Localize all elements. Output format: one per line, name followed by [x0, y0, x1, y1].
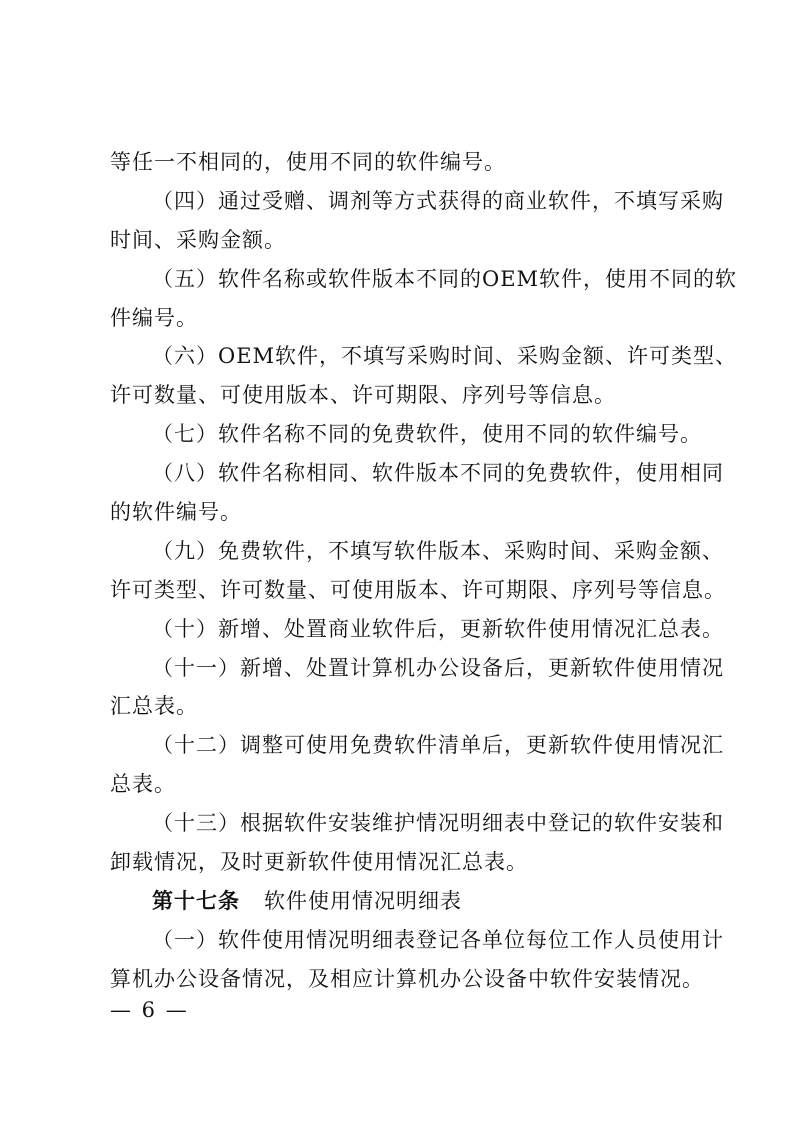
- text-line: 时间、采购金额。: [110, 227, 286, 252]
- text-line: 许可类型、许可数量、可使用版本、许可期限、序列号等信息。: [110, 577, 726, 602]
- text-line: 总表。: [110, 772, 176, 797]
- text-line: （十三）根据软件安装维护情况明细表中登记的软件安装和: [152, 811, 724, 836]
- text-line: （四）通过受赠、调剂等方式获得的商业软件，不填写采购: [152, 188, 724, 213]
- text-line: 卸载情况，及时更新软件使用情况汇总表。: [110, 850, 528, 875]
- text-line: 许可数量、可使用版本、许可期限、序列号等信息。: [110, 383, 616, 408]
- text-line: （十）新增、处置商业软件后，更新软件使用情况汇总表。: [152, 616, 724, 641]
- text-line: （十一）新增、处置计算机办公设备后，更新软件使用情况: [152, 655, 724, 680]
- text-line: 算机办公设备情况，及相应计算机办公设备中软件安装情况。: [110, 966, 704, 991]
- article-number: 第十七条: [152, 888, 240, 913]
- text-line: （九）免费软件，不填写软件版本、采购时间、采购金额、: [152, 538, 724, 563]
- text-line: 等任一不相同的，使用不同的软件编号。: [110, 150, 506, 174]
- article-heading: [110, 882, 700, 921]
- text-line: 汇总表。: [110, 694, 198, 719]
- body-text: [110, 143, 738, 999]
- text-line: 的软件编号。: [110, 500, 242, 525]
- article-title: 软件使用情况明细表: [264, 888, 462, 913]
- page-number: — 6 —: [110, 998, 189, 1022]
- text-line: （六）OEM软件，不填写采购时间、采购金额、许可类型、: [152, 344, 738, 369]
- text-line: （一）软件使用情况明细表登记各单位每位工作人员使用计: [152, 927, 724, 952]
- text-line: （十二）调整可使用免费软件清单后，更新软件使用情况汇: [152, 733, 724, 758]
- text-line: （八）软件名称相同、软件版本不同的免费软件，使用相同: [152, 461, 724, 486]
- text-line: （五）软件名称或软件版本不同的OEM软件，使用不同的软: [152, 266, 738, 291]
- text-line: （七）软件名称不同的免费软件，使用不同的软件编号。: [152, 422, 702, 447]
- text-line: 件编号。: [110, 305, 198, 330]
